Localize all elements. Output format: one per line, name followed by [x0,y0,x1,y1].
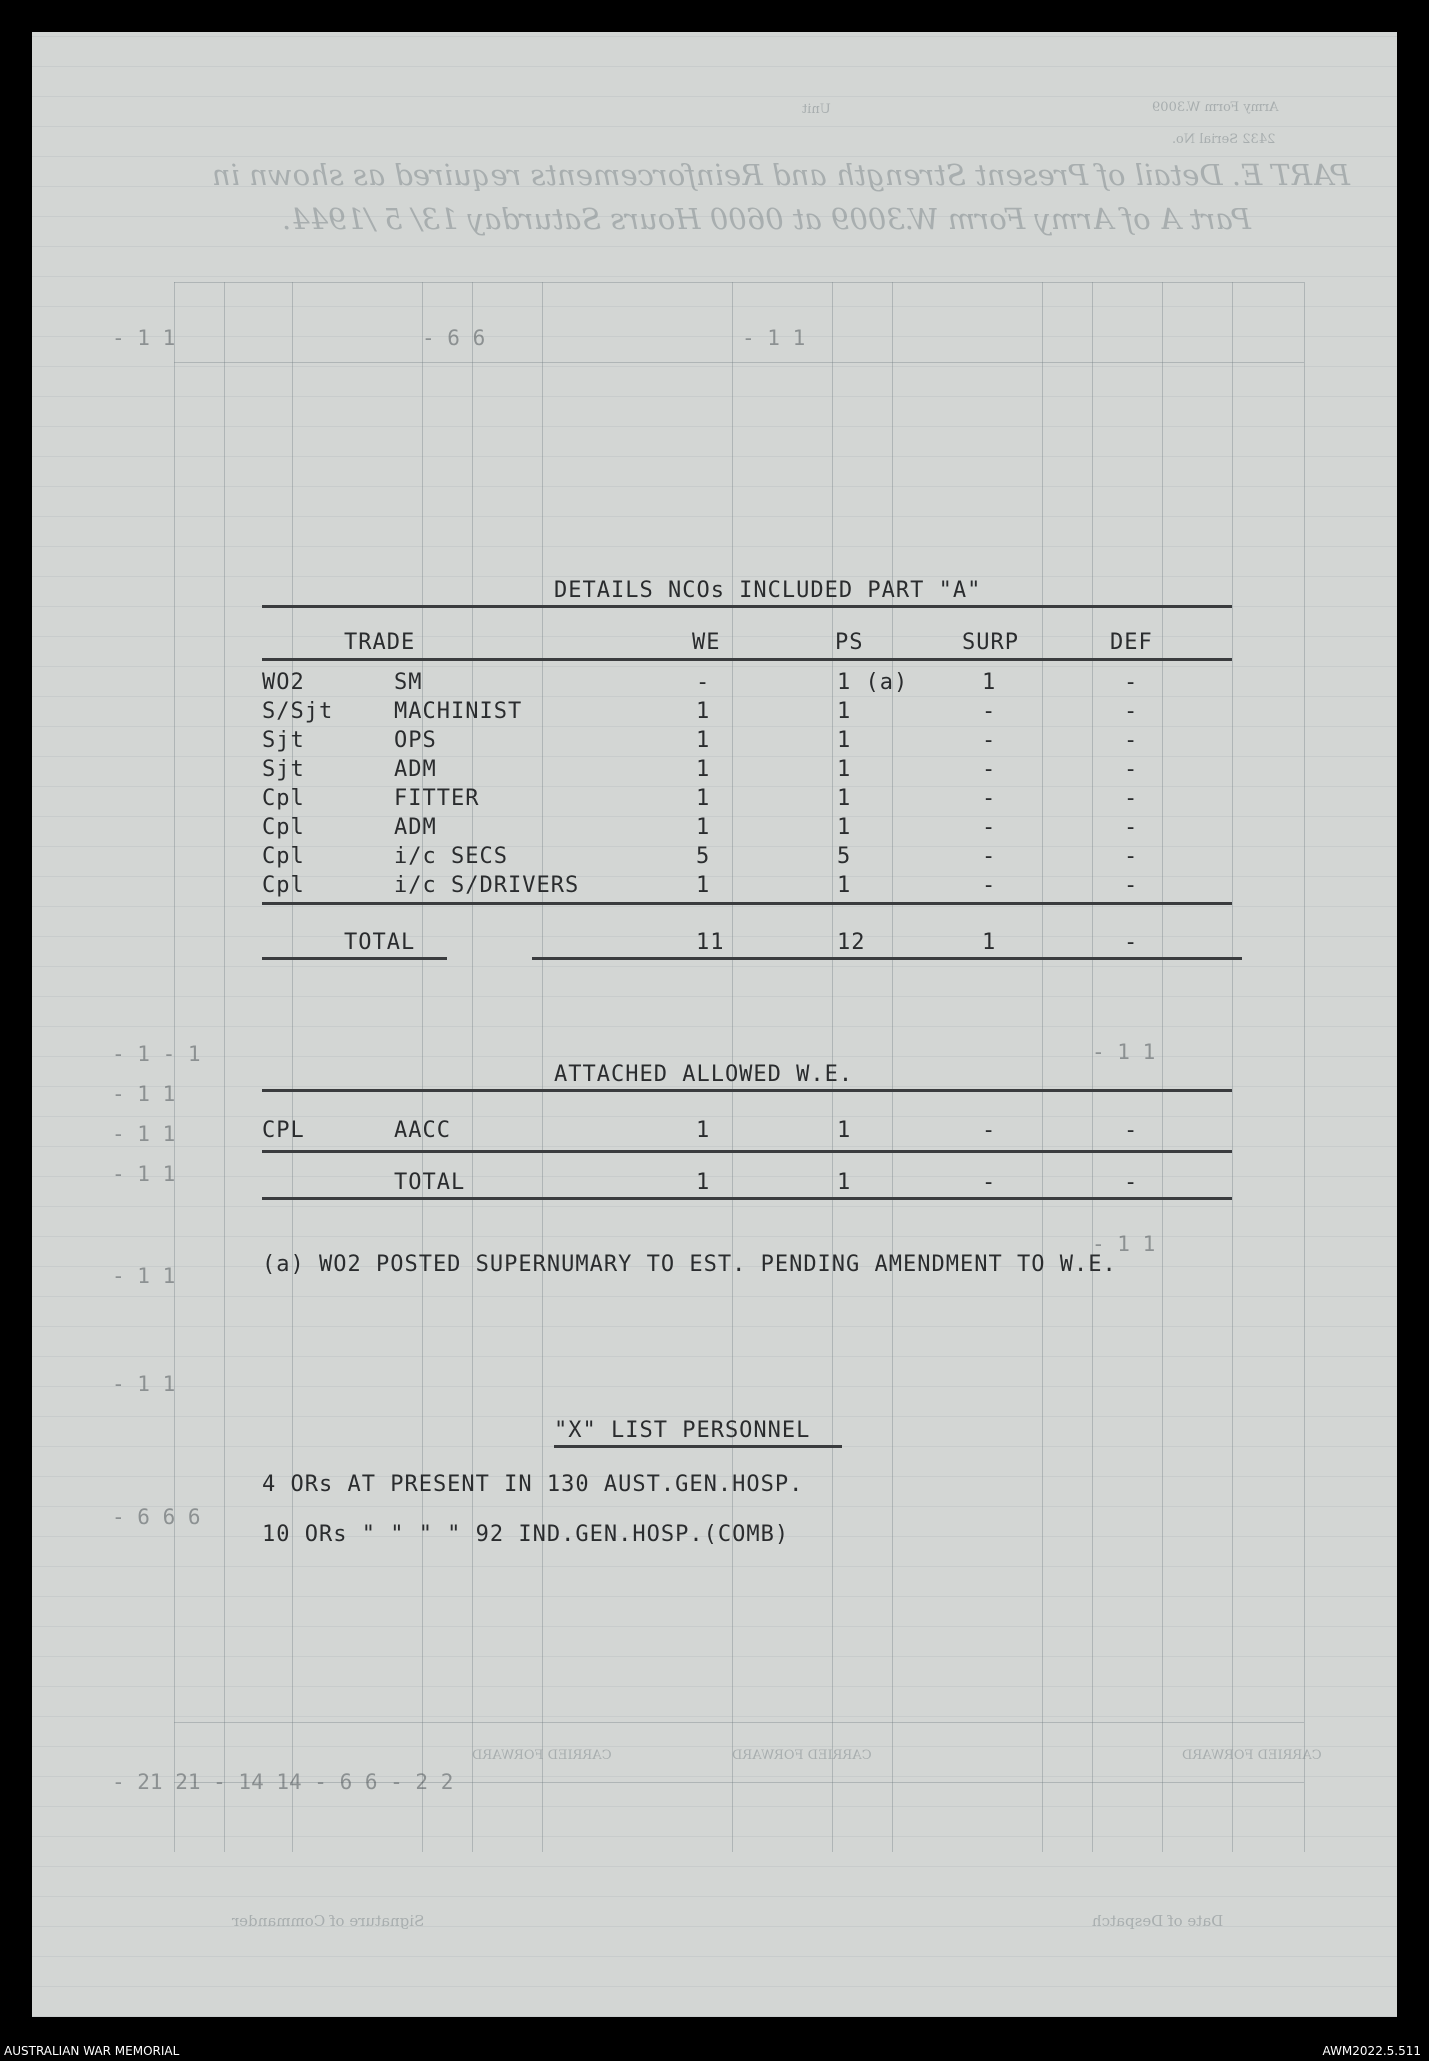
nco-row-trade: OPS [394,728,437,753]
nco-row-def: - [1124,844,1139,869]
nco-row-rank: Sjt [262,757,305,782]
nco-row-rank: Sjt [262,728,305,753]
rows-end-rule [262,902,1232,905]
header-def: DEF [1110,630,1153,655]
nco-row-surp: - [982,873,997,898]
attached-row-surp: - [982,1118,997,1143]
nco-row-ps: 1 [837,699,852,724]
nco-row-rank: Cpl [262,844,305,869]
nco-row-def: - [1124,757,1139,782]
supernumerary-note: (a) WO2 POSTED SUPERNUMARY TO EST. PENDING AMENDMENT TO W.E. [262,1252,1117,1277]
attached-row-rank: CPL [262,1118,305,1143]
nco-total-def: - [1124,930,1139,955]
attached-title-rule [262,1089,1232,1092]
attached-row-ps: 1 [837,1118,852,1143]
header-trade: TRADE [344,630,416,655]
nco-row-def: - [1124,699,1139,724]
date-despatch-ghost: Date of Despatch [1092,1912,1224,1930]
form-heading-ghost-2: Part A of Army Form W.3009 at 0600 Hours Saturday 13/ 5 /1944. [282,202,1251,236]
attached-section-title: ATTACHED ALLOWED W.E. [554,1062,854,1087]
document-page: PART E. Detail of Present Strength and Reinforcements required as shown in Part A of Army Form W.3009 at 0600 Hours Saturday 13/ 5 /1944. Army Form W.3009 2432 Serial No. Unit CARRIED FORWARD CARRIED FORWARD CARRIED FORWARD Date of Despatch Signature of Commander - 1 1 - 6 6 - 1 1 - 1 - 1 - 1 1 - 1 1 - 1 1 - 1 1 - 1 1 - 6 6 6 - 1 1 - 1 1 - 21 21 - 14 14 - 6 6 - 2 2 DETAILS NCOs INCLUDED PART "A" TRADE WE PS SURP DEF WO2 SM - 1 (a) 1 - S/Sjt MACHINIST 1 1 - - Sjt OPS 1 1 - - Sjt ADM 1 1 - - Cpl FITTER 1 1 - - Cpl ADM 1 1 - - Cpl i/c SECS 5 5 - - Cpl i/c S/DRIVERS 1 1 - - TOTAL 11 12 1 - ATTACHED ALLOWED W.E. CPL AACC 1 1 - - TOTAL 1 1 - - (a) WO2 POSTED SUPERNUMARY TO EST. PENDING AMENDMENT TO W.E. "X" LIST PERSONNEL 4 ORs AT PRESENT IN 130 AUST.GEN.HOSP. 10 ORs " " " " 92 IND.GEN.HOSP.(COMB) [32,32,1397,2017]
x-list-line-2: 10 ORs " " " " 92 IND.GEN.HOSP.(COMB) [262,1522,790,1547]
nco-row-trade: ADM [394,757,437,782]
nco-row-ps: 1 [837,815,852,840]
nco-row-trade: i/c SECS [394,844,508,869]
nco-total-surp: 1 [982,930,997,955]
attached-total-ps: 1 [837,1170,852,1195]
signature-ghost: Signature of Commander [232,1912,425,1930]
nco-row-ps: 1 [837,728,852,753]
nco-row-ps: 1 (a) [837,670,909,695]
nco-row-def: - [1124,728,1139,753]
nco-row-rank: Cpl [262,786,305,811]
nco-row-trade: MACHINIST [394,699,523,724]
nco-row-surp: - [982,815,997,840]
nco-row-we: 1 [696,728,711,753]
nco-row-trade: i/c S/DRIVERS [394,873,580,898]
total-rule-right [532,957,1242,960]
header-rule [262,658,1232,661]
nco-row-def: - [1124,786,1139,811]
nco-row-surp: - [982,757,997,782]
x-list-line-1: 4 ORs AT PRESENT IN 130 AUST.GEN.HOSP. [262,1472,804,1497]
nco-row-rank: Cpl [262,873,305,898]
attached-total-rule [262,1197,1232,1200]
attached-total-label: TOTAL [394,1170,466,1195]
nco-row-trade: SM [394,670,423,695]
attached-row-we: 1 [696,1118,711,1143]
nco-row-surp: - [982,699,997,724]
header-surp: SURP [962,630,1019,655]
nco-row-def: - [1124,670,1139,695]
nco-row-we: - [696,670,711,695]
nco-row-surp: - [982,786,997,811]
carried-forward-ghost-mid: CARRIED FORWARD [732,1748,872,1763]
nco-section-title: DETAILS NCOs INCLUDED PART "A" [554,578,982,603]
nco-row-we: 5 [696,844,711,869]
nco-row-rank: Cpl [262,815,305,840]
carried-forward-ghost-right: CARRIED FORWARD [472,1748,612,1763]
nco-row-ps: 1 [837,786,852,811]
unit-ghost: Unit [802,102,831,117]
header-we: WE [692,630,721,655]
attached-total-def: - [1124,1170,1139,1195]
carried-forward-ghost-left: CARRIED FORWARD [1182,1748,1322,1763]
nco-row-ps: 5 [837,844,852,869]
nco-row-we: 1 [696,699,711,724]
attached-total-surp: - [982,1170,997,1195]
nco-row-def: - [1124,873,1139,898]
nco-row-we: 1 [696,815,711,840]
nco-row-rank: WO2 [262,670,305,695]
nco-row-def: - [1124,815,1139,840]
footer-right: AWM2022.5.511 [1322,2044,1421,2058]
x-list-title: "X" LIST PERSONNEL [554,1418,811,1443]
attached-total-we: 1 [696,1170,711,1195]
nco-row-rank: S/Sjt [262,699,334,724]
total-rule-left [262,957,447,960]
nco-row-surp: - [982,728,997,753]
nco-total-label: TOTAL [344,930,416,955]
nco-row-surp: 1 [982,670,997,695]
attached-row-def: - [1124,1118,1139,1143]
nco-row-ps: 1 [837,873,852,898]
attached-rows-rule [262,1150,1232,1153]
nco-row-we: 1 [696,873,711,898]
nco-total-we: 11 [696,930,725,955]
serial-ghost: 2432 Serial No. [1172,132,1276,147]
form-ref-ghost: Army Form W.3009 [1152,100,1279,115]
nco-row-ps: 1 [837,757,852,782]
x-list-rule [554,1445,842,1448]
nco-row-trade: FITTER [394,786,480,811]
nco-row-we: 1 [696,757,711,782]
footer-left: AUSTRALIAN WAR MEMORIAL [4,2044,180,2058]
nco-row-surp: - [982,844,997,869]
header-ps: PS [835,630,864,655]
nco-row-trade: ADM [394,815,437,840]
nco-row-we: 1 [696,786,711,811]
attached-row-trade: AACC [394,1118,451,1143]
nco-total-ps: 12 [837,930,866,955]
nco-title-rule [262,605,1232,608]
form-heading-ghost-1: PART E. Detail of Present Strength and Reinforcements required as shown in [212,158,1350,192]
